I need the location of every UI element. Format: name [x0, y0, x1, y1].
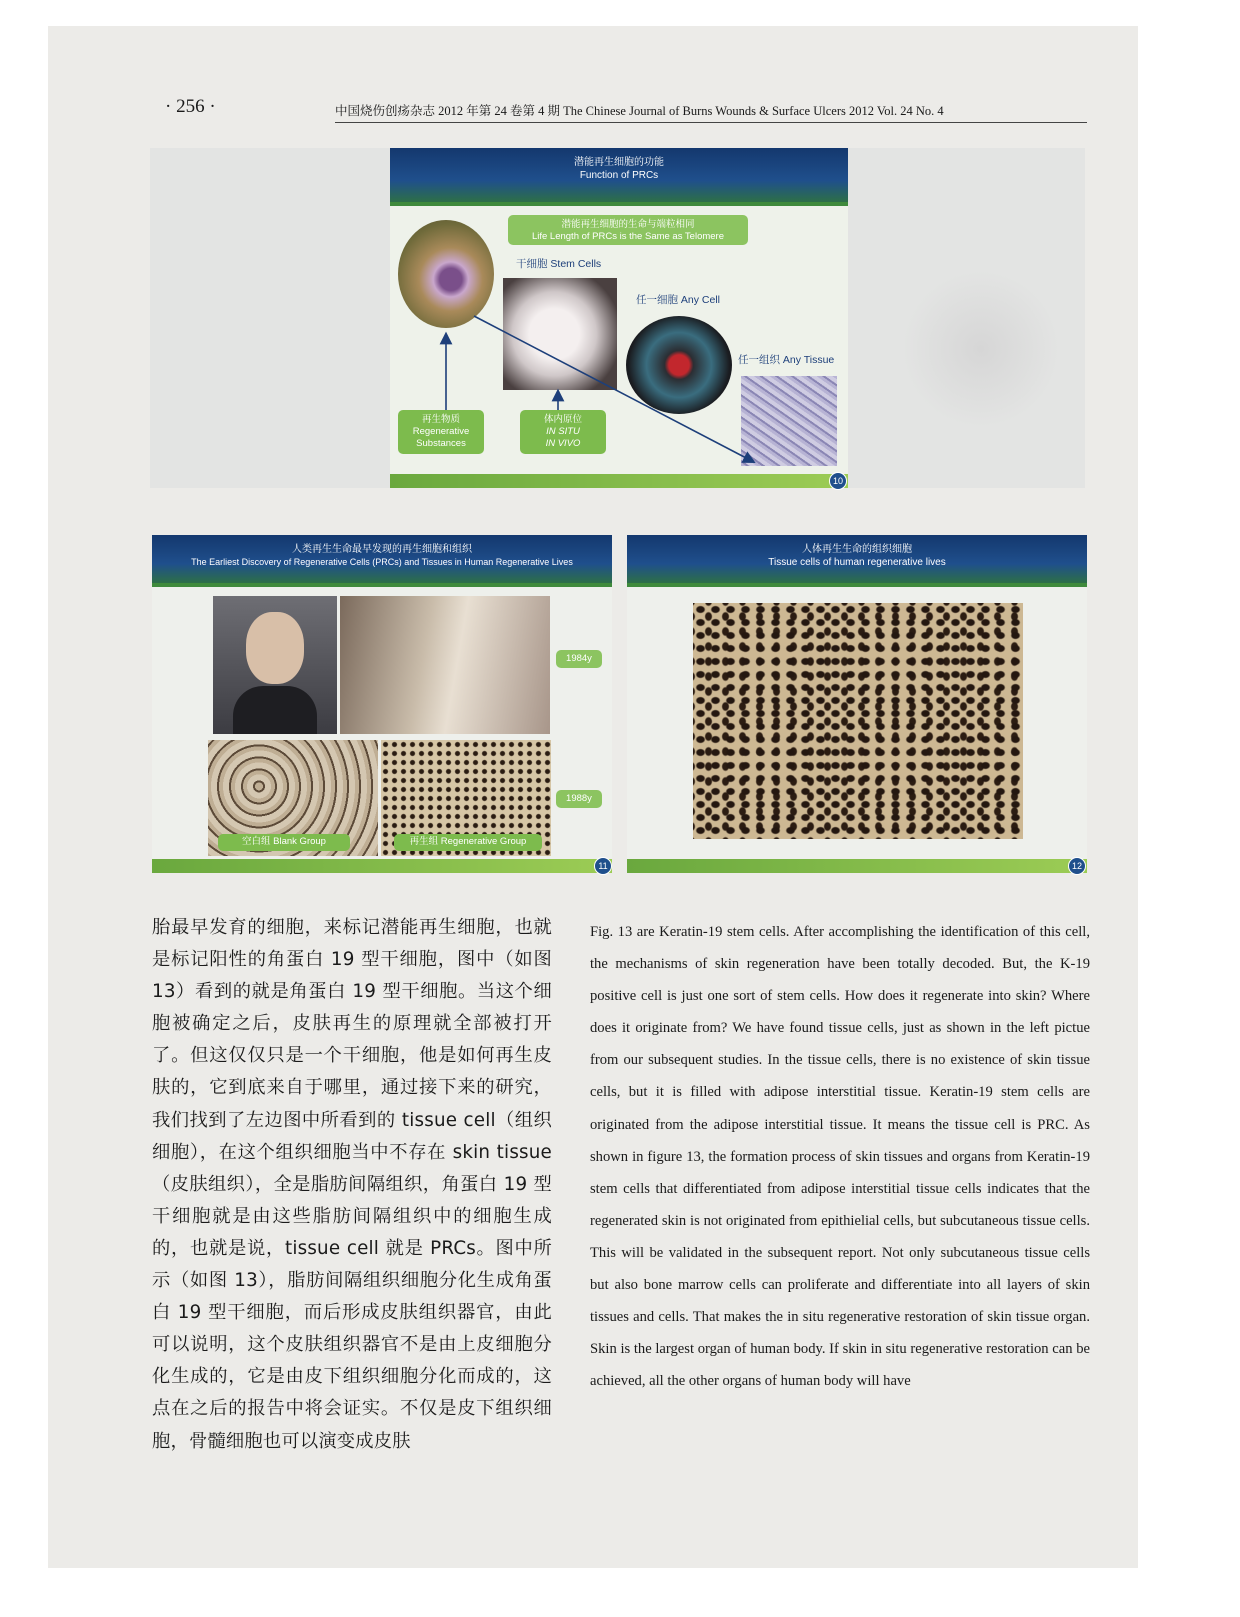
any-tissue-label: 任一组织 Any Tissue: [738, 354, 835, 366]
any-cell-label: 任一细胞 Any Cell: [636, 294, 721, 306]
box2-line3: IN VIVO: [545, 438, 581, 449]
arrow-diagonal: [474, 316, 750, 460]
running-header: 中国烧伤创疡杂志 2012 年第 24 卷第 4 期 The Chinese Journal of Burns Wounds & Surface Ulcers 2012 Vol. 24 No. 4: [335, 101, 1087, 123]
slide-10-title-en: Function of PRCs: [579, 170, 659, 181]
slide-10-footer-bar: [390, 474, 848, 488]
slide-11-title-cn: 人类再生生命最早发现的再生细胞和组织: [292, 544, 472, 555]
slide-10-title: [390, 148, 848, 206]
suit-shape: [233, 686, 317, 734]
face-shape: [246, 612, 304, 684]
regenerative-group-label: 再生组 Regenerative Group: [394, 834, 542, 851]
slide-11-title-en: The Earliest Discovery of Regenerative Cells (PRCs) and Tissues in Human Regenerative Lives: [191, 557, 573, 567]
stem-cells-label: 干细胞 Stem Cells: [516, 258, 602, 270]
slide-12-title-cn: 人体再生生命的组织细胞: [802, 544, 912, 555]
slide-10-title-cn: 潜能再生细胞的功能: [574, 157, 664, 168]
faint-circle-decoration: [902, 270, 1060, 428]
tissue-cells-photo: [693, 603, 1023, 839]
slide-12-number: 12: [1068, 857, 1086, 875]
researcher-portrait: [213, 596, 337, 734]
slide-11-number: 11: [594, 857, 612, 875]
slide-12-title: [627, 535, 1087, 587]
year-1988-tag: 1988y: [556, 790, 602, 808]
life-length-cn: 潜能再生细胞的生命与端粒相同: [561, 219, 695, 230]
regenerative-substances-box: [398, 410, 484, 454]
box2-line2: IN SITU: [546, 426, 580, 437]
box2-line1: 体内原位: [543, 414, 582, 425]
chinese-body-text: 胎最早发育的细胞，来标记潜能再生细胞，也就是标记阳性的角蛋白 19 型干细胞，图中（如图 13）看到的就是角蛋白 19 型干细胞。当这个细胞被确定之后，皮肤再生的原理就全部被打开了。但这仅仅只是一个干细胞，他是如何再生皮肤的，它到底来自于哪里，通过接下来的研究，我们找到了左边图中所看到的 tissue cell（组织细胞），在这个组织细胞当中不存在 skin tissue（皮肤组织），全是脂肪间隔组织，角蛋白 19 型干细胞就是由这些脂肪间隔组织中的细胞生成的，也就是说，tissue cell 就是 PRCs。图中所示（如图 13），脂肪间隔组织细胞分化生成角蛋白 19 型干细胞，而后形成皮肤组织器官，由此可以说明，这个皮肤组织器官不是由上皮细胞分化生成的，它是由皮下组织细胞分化而成的，这点在之后的报告中将会证实。不仅是皮下组织细胞，骨髓细胞也可以演变成皮肤: [152, 917, 552, 1452]
english-body-text: Fig. 13 are Keratin-19 stem cells. After accomplishing the identification of this cell, the mechanisms of skin regeneration have been totally decoded. But, the K-19 positive cell is just one sort of stem cells. How does it regenerate into skin? Where does it originate from? We have found tissue cells, just as shown in the left pictue from our subsequent studies. In the tissue cells, there is no existence of skin tissue cells, but it is filled with adipose interstitial tissue. Keratin-19 stem cells are originated from the adipose interstitial tissue. It means the tissue cell is PRC. As shown in figure 13, the formation process of skin tissues and organs from Keratin-19 stem cells that differentiated from adipose interstitial tissue cells indicates that the regenerated skin is not originated from epithielial cells, but subcutaneous tissue cells. This will be validated in the subsequent report. Not only subcutaneous tissue cells but also bone marrow cells can proliferate and differentiate into all layers of skin tissues and cells. That makes the in situ regenerative restoration of skin tissue organ. Skin is the largest organ of human body. If skin in situ regenerative restoration can be achieved, all the other organs of human body will have: [590, 924, 1090, 1390]
box1-line2: Regenerative: [412, 426, 470, 437]
in-situ-box: [520, 410, 606, 454]
slide-12-title-en: Tissue cells of human regenerative lives: [768, 557, 946, 568]
blank-group-label: 空白组 Blank Group: [218, 834, 350, 851]
page-number: · 256 ·: [165, 96, 216, 117]
slide-12-footer-bar: [627, 859, 1087, 873]
publication-photo: [340, 596, 550, 734]
life-length-en: Life Length of PRCs is the Same as Telomere: [531, 231, 725, 242]
box1-line1: 再生物质: [421, 414, 460, 425]
slide-11-footer-bar: [152, 859, 612, 873]
slide-10-number: 10: [829, 472, 847, 490]
year-1984-tag: 1984y: [556, 650, 602, 668]
box1-line3: Substances: [416, 438, 466, 449]
slide-11-title: [152, 535, 612, 587]
